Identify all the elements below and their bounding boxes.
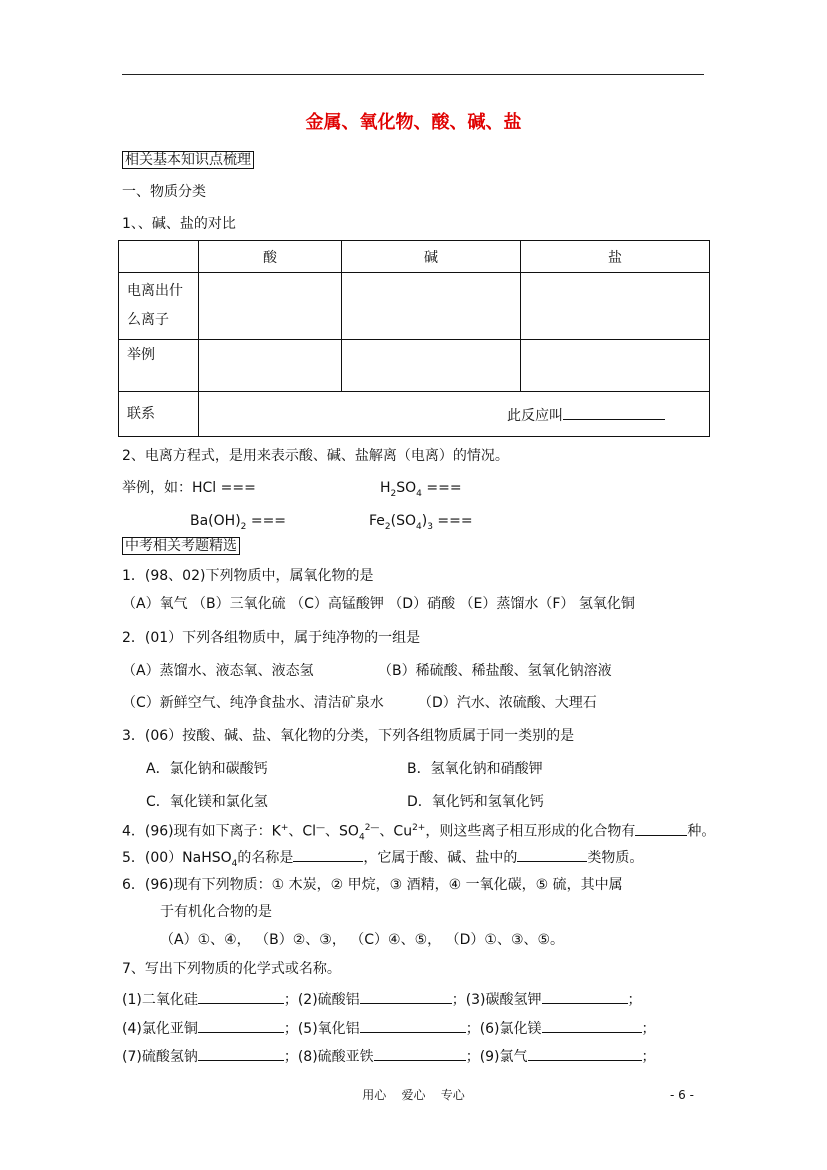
answer-blank <box>635 820 687 836</box>
answer-blank <box>198 988 284 1004</box>
table-cell <box>521 273 710 340</box>
paragraph-ionization: 2、电离方程式，是用来表示酸、碱、盐解离（电离）的情况。 <box>122 448 509 464</box>
table-row-examples <box>119 340 710 392</box>
answer-blank <box>198 1017 284 1033</box>
question-3-option-d: D．氧化钙和氢氧化钙 <box>407 794 544 810</box>
answer-blank <box>517 846 587 862</box>
table-header-row <box>119 241 710 273</box>
question-3-option-b: B．氢氧化钠和硝酸钾 <box>407 761 543 777</box>
table-cell <box>199 340 342 392</box>
comparison-table <box>118 240 710 437</box>
answer-blank <box>542 1017 642 1033</box>
table-header-base: 碱 <box>342 241 521 273</box>
table-cell <box>342 273 521 340</box>
row-label-line: 么离子 <box>127 312 169 328</box>
table-header-acid: 酸 <box>199 241 342 273</box>
question-3-stem: 3．(06）按酸、碱、盐、氧化物的分类，下列各组物质属于同一类别的是 <box>122 728 575 744</box>
table-row-label-ions <box>119 273 199 340</box>
footer-motto: 用心 爱心 专心 <box>362 1088 465 1102</box>
section-knowledge-label <box>122 150 254 170</box>
table-cell <box>342 340 521 392</box>
equation-baoh2: $Ba(OH)_2$ === <box>190 513 287 532</box>
table-corner-cell <box>119 241 199 273</box>
question-2-option-d: （D）汽水、浓硫酸、大理石 <box>418 695 597 711</box>
answer-blank <box>360 988 452 1004</box>
section-knowledge-text: 相关基本知识点梳理 <box>122 151 254 169</box>
table-header-salt: 盐 <box>521 241 710 273</box>
question-2-stem: 2．(01）下列各组物质中，属于纯净物的一组是 <box>122 630 421 646</box>
heading-comparison: 1、、碱、盐的对比 <box>122 216 236 232</box>
answer-blank <box>542 988 628 1004</box>
question-3-option-c: C．氧化镁和氯化氢 <box>146 794 268 810</box>
answer-blank <box>528 1045 642 1061</box>
question-2-option-c: （C）新鲜空气、纯净食盐水、清洁矿泉水 <box>122 695 384 711</box>
equation-hcl: 举例，如：HCl === <box>122 480 256 496</box>
table-row-label-relation: 联系 <box>119 392 199 437</box>
question-6-line2: 于有机化合物的是 <box>160 904 272 920</box>
heading-classification: 一、物质分类 <box>122 184 206 200</box>
question-2-option-b: （B）稀硫酸、稀盐酸、氢氧化钠溶液 <box>378 663 612 679</box>
page-number: - 6 - <box>670 1088 694 1102</box>
question-1-options: （A）氧气 （B）三氧化硫 （C）高锰酸钾 （D）硝酸 （E）蒸馏水（F） 氢氧化铜 <box>122 596 635 612</box>
table-row-label-examples: 举例 <box>119 340 199 392</box>
equation-fe2so43: $Fe_2(SO_4)_3$ === <box>369 513 473 532</box>
relation-text: 此反应叫 <box>507 407 563 424</box>
question-7-row3: (7)硫酸氢钠 ；(8)硫酸亚铁 ；(9)氯气 ； <box>122 1045 656 1067</box>
table-cell <box>199 273 342 340</box>
answer-blank <box>563 404 665 420</box>
question-7-row1: (1)二氧化硅 ；(2)硫酸铝 ；(3)碳酸氢钾 ； <box>122 988 642 1010</box>
question-7-stem: 7、写出下列物质的化学式或名称。 <box>122 961 341 977</box>
section-exam-label <box>122 536 240 556</box>
answer-blank <box>374 1045 466 1061</box>
answer-blank <box>198 1045 284 1061</box>
table-row-ions <box>119 273 710 340</box>
table-cell <box>521 340 710 392</box>
question-5: 5．(00）NaHSO$_4$的名称是 ，它属于酸、碱、盐中的 类物质。 <box>122 846 643 874</box>
question-2-option-a: （A）蒸馏水、液态氧、液态氢 <box>122 663 314 679</box>
page-title: 金属、氧化物、酸、碱、盐 <box>305 112 522 133</box>
question-7-row2: (4)氯化亚铜 ；(5)氧化铝 ；(6)氯化镁 ； <box>122 1017 656 1039</box>
equation-h2so4: $H_2SO_4$ === <box>380 480 462 499</box>
question-6-options: （A）①、④， （B）②、③， （C）④、⑤， （D）①、③、⑤。 <box>160 932 565 948</box>
table-row-relation <box>119 392 710 437</box>
answer-blank <box>360 1017 466 1033</box>
question-1-stem: 1．(98、02)下列物质中，属氧化物的是 <box>122 568 374 584</box>
table-relation-cell <box>199 392 710 437</box>
question-6-line1: 6．(96)现有下列物质：① 木炭，② 甲烷，③ 酒精，④ 一氧化碳，⑤ 硫，其中属 <box>122 877 623 893</box>
question-3-option-a: A．氯化钠和碳酸钙 <box>146 761 268 777</box>
header-rule <box>122 74 704 75</box>
question-4: 4．(96)现有如下离子：K+、Cl—、$SO_4^{2—}$、$Cu^{2+}$，则这些离子相互形成的化合物有 种。 <box>122 818 715 847</box>
row-label-line: 电离出什 <box>127 283 183 299</box>
section-exam-text: 中考相关考题精选 <box>122 537 240 555</box>
answer-blank <box>293 846 363 862</box>
